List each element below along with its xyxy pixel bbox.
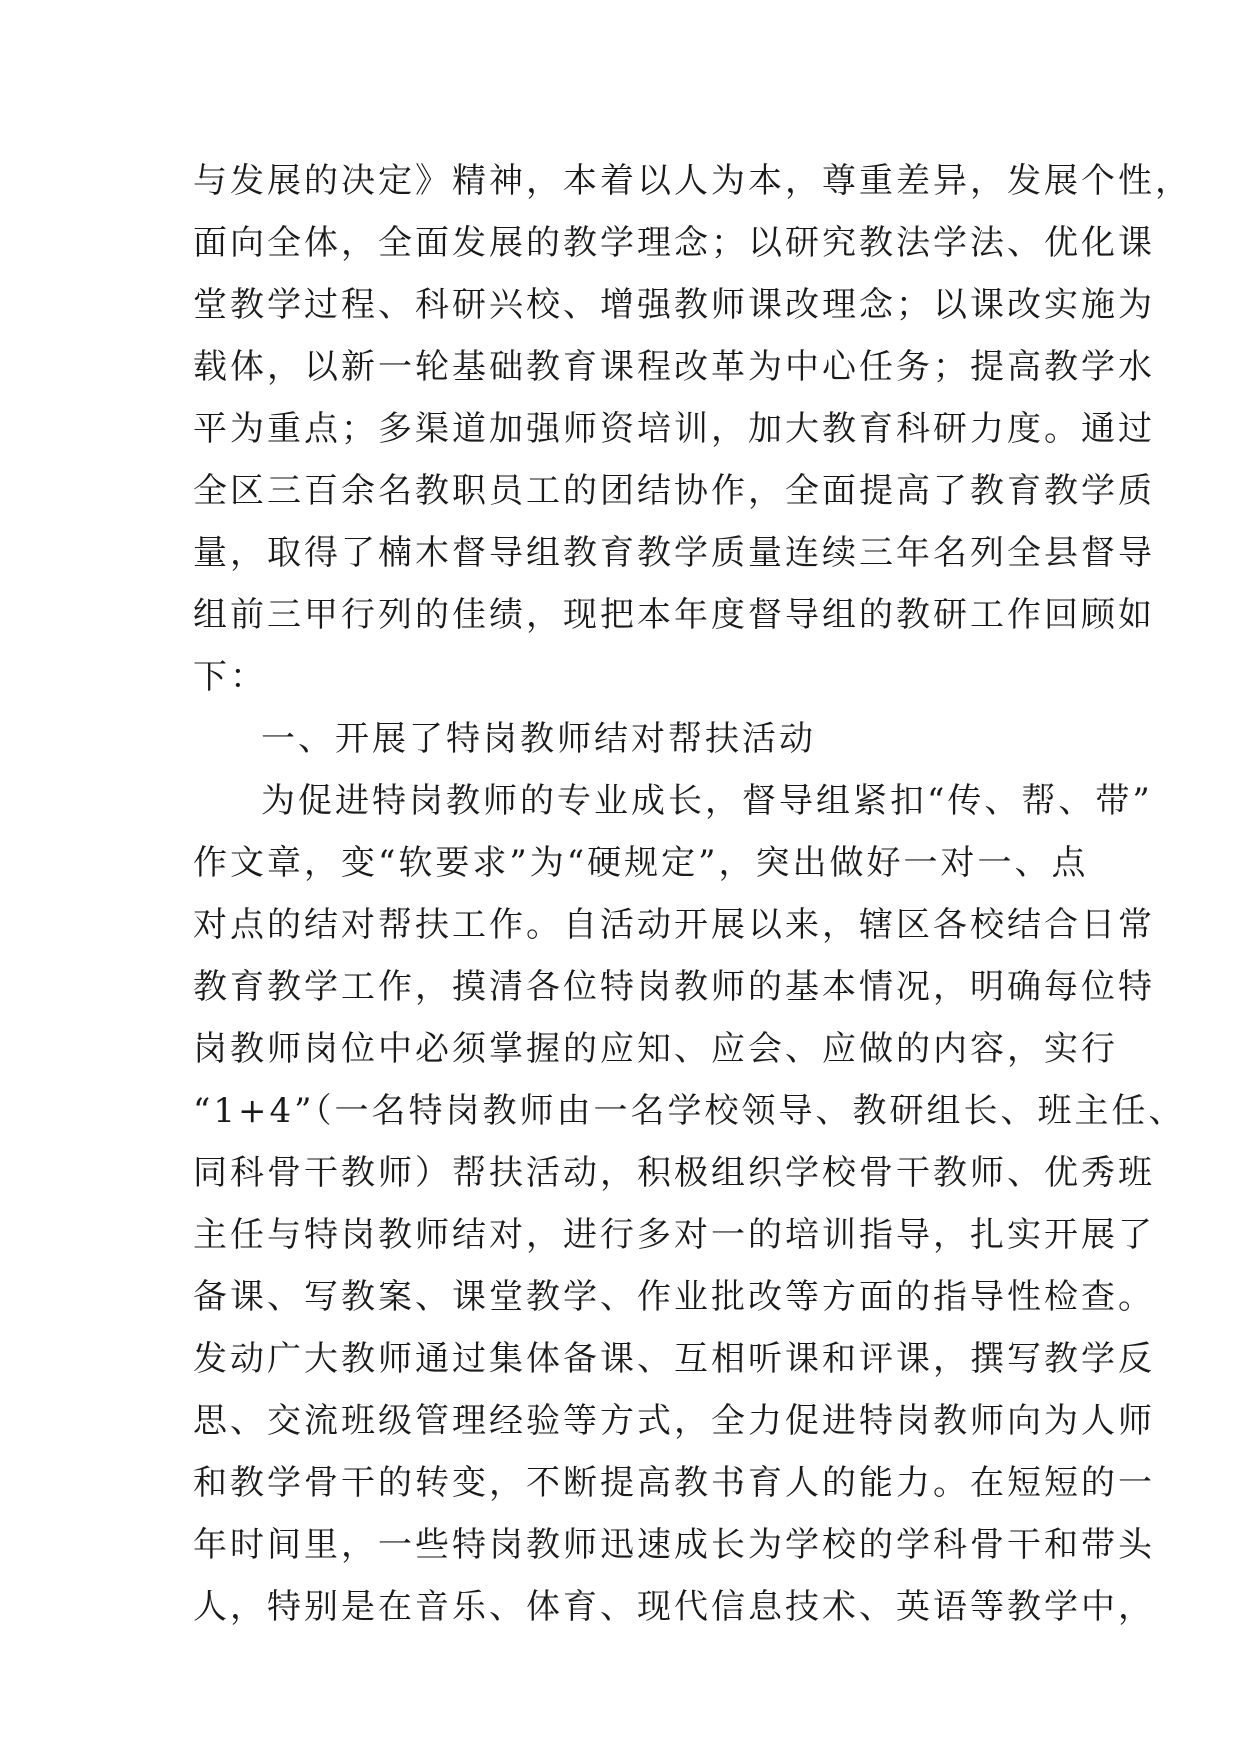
body-text bbox=[193, 150, 1192, 1638]
text-line: 组前三甲行列的佳绩，现把本年度督导组的教研工作回顾如 bbox=[193, 595, 1155, 635]
paragraph-first-line: 为促进特岗教师的专业成长，督导组紧扣“传、帮、带” bbox=[261, 781, 1153, 821]
text-line: 和教学骨干的转变，不断提高教书育人的能力。在短短的一 bbox=[193, 1463, 1155, 1503]
text-line: 同科骨干教师）帮扶活动，积极组织学校骨干教师、优秀班 bbox=[193, 1153, 1155, 1193]
section-heading: 一、开展了特岗教师结对帮扶活动 bbox=[261, 719, 816, 759]
text-line: 发动广大教师通过集体备课、互相听课和评课，撰写教学反 bbox=[193, 1339, 1155, 1379]
text-line: “1+4”（一名特岗教师由一名学校领导、教研组长、班主任、 bbox=[193, 1091, 1186, 1131]
text-line: 作文章，变“软要求”为“硬规定”，突出做好一对一、点 bbox=[193, 843, 1089, 883]
text-line: 量，取得了楠木督导组教育教学质量连续三年名列全县督导 bbox=[193, 533, 1155, 573]
text-line: 下： bbox=[193, 657, 267, 697]
text-line: 人，特别是在音乐、体育、现代信息技术、英语等教学中， bbox=[193, 1587, 1155, 1627]
text-line: 与发展的决定》精神，本着以人为本，尊重差异，发展个性， bbox=[193, 161, 1192, 201]
text-line: 思、交流班级管理经验等方式，全力促进特岗教师向为人师 bbox=[193, 1401, 1155, 1441]
text-line: 岗教师岗位中必须掌握的应知、应会、应做的内容，实行 bbox=[193, 1029, 1118, 1069]
text-line: 备课、写教案、课堂教学、作业批改等方面的指导性检查。 bbox=[193, 1277, 1155, 1317]
text-line: 主任与特岗教师结对，进行多对一的培训指导，扎实开展了 bbox=[193, 1215, 1155, 1255]
text-line: 平为重点；多渠道加强师资培训，加大教育科研力度。通过 bbox=[193, 409, 1155, 449]
text-line: 年时间里，一些特岗教师迅速成长为学校的学科骨干和带头 bbox=[193, 1525, 1155, 1565]
text-line: 对点的结对帮扶工作。自活动开展以来，辖区各校结合日常 bbox=[193, 905, 1155, 945]
text-line: 面向全体，全面发展的教学理念；以研究教法学法、优化课 bbox=[193, 223, 1155, 263]
text-line: 载体，以新一轮基础教育课程改革为中心任务；提高教学水 bbox=[193, 347, 1155, 387]
text-line: 全区三百余名教职员工的团结协作，全面提高了教育教学质 bbox=[193, 471, 1155, 511]
text-line: 堂教学过程、科研兴校、增强教师课改理念；以课改实施为 bbox=[193, 285, 1155, 325]
text-line: 教育教学工作，摸清各位特岗教师的基本情况，明确每位特 bbox=[193, 967, 1155, 1007]
